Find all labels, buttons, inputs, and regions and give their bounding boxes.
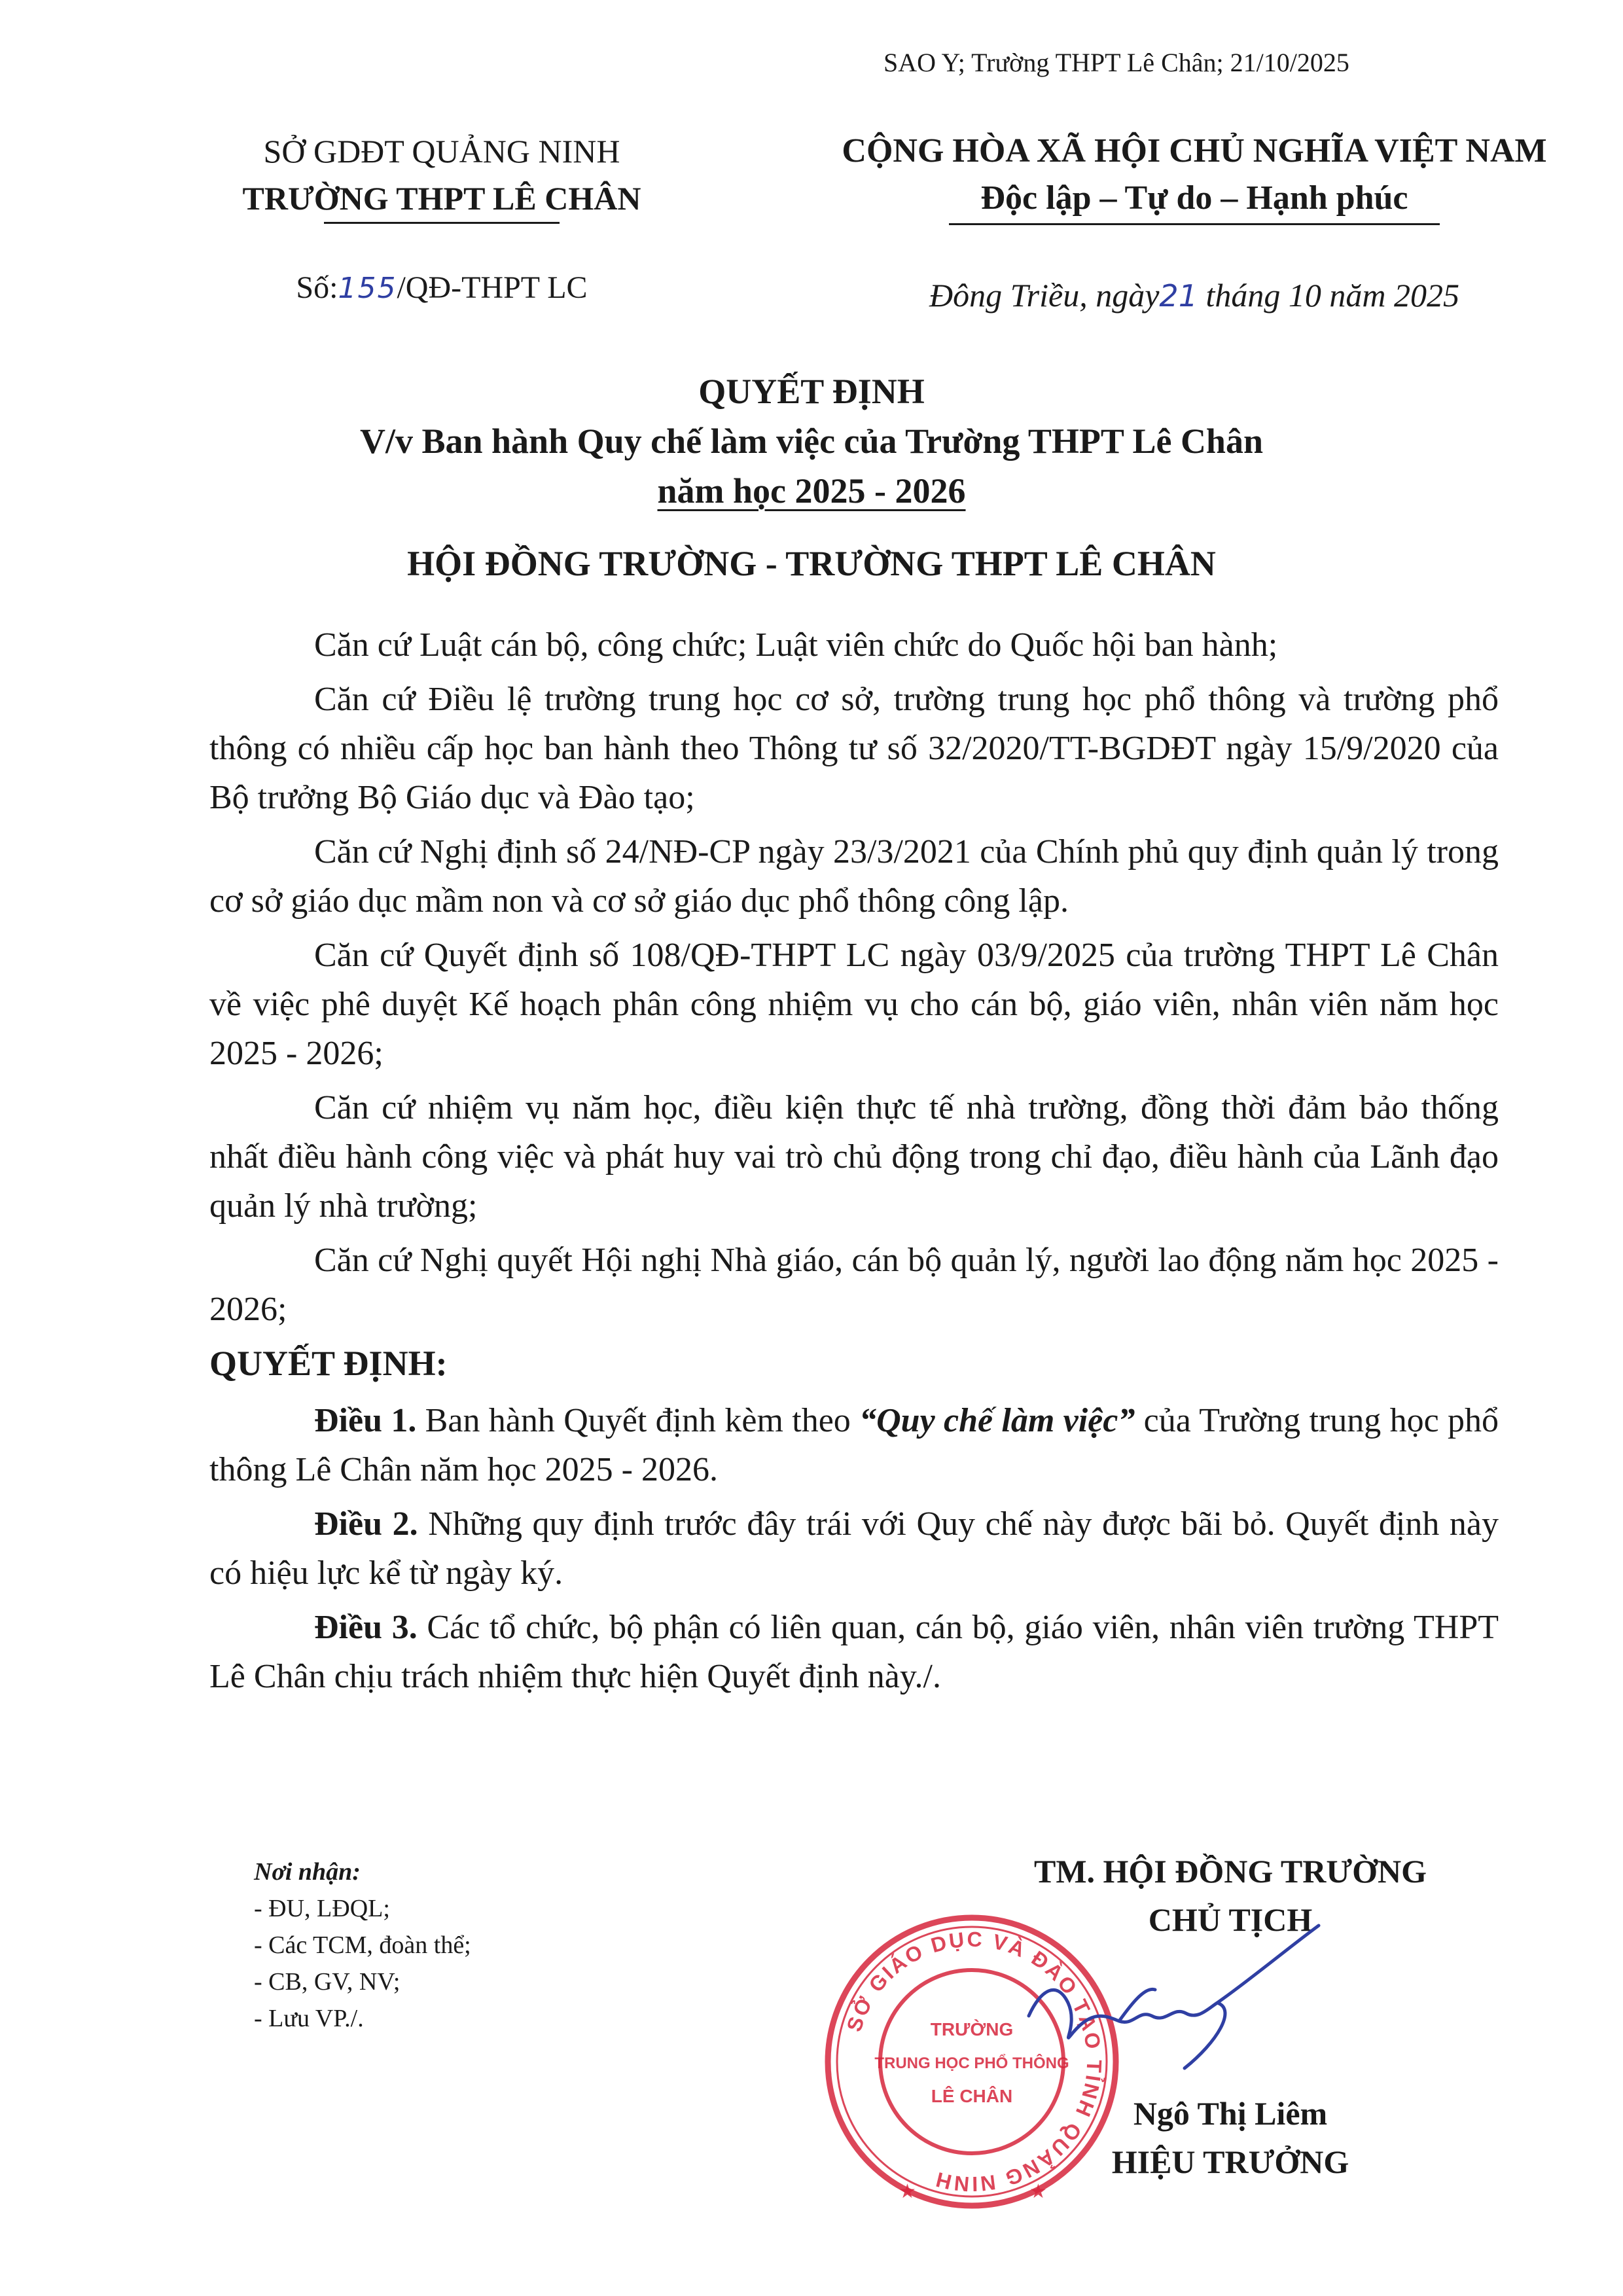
document-number-handwritten: 155 bbox=[338, 272, 397, 305]
recipients bbox=[254, 1854, 471, 2037]
issue-date bbox=[831, 276, 1558, 314]
article-1 bbox=[209, 1396, 1499, 1494]
recipient-item: - CB, GV, NV; bbox=[254, 1968, 401, 1996]
national-motto: Độc lập – Tự do – Hạnh phúc bbox=[980, 179, 1408, 217]
seal-center-line: LÊ CHÂN bbox=[931, 2086, 1013, 2106]
seal-center-line: TRƯỜNG bbox=[930, 2019, 1014, 2039]
basis-paragraph: Căn cứ Luật cán bộ, công chức; Luật viên chức do Quốc hội ban hành; bbox=[314, 626, 1278, 664]
decision-title-subject: V/v Ban hành Quy chế làm việc của Trường THPT Lê Chân bbox=[359, 422, 1264, 461]
document-number-prefix: Số: bbox=[296, 270, 338, 305]
council-title: HỘI ĐỒNG TRƯỜNG - TRƯỜNG THPT LÊ CHÂN bbox=[407, 544, 1216, 583]
article-1-text-post: của Trường trung học phổ thông Lê Chân năm học 2025 - 2026. bbox=[209, 1402, 1499, 1488]
issue-date-day-handwritten: 21 bbox=[1159, 278, 1198, 314]
recipient-item: - Các TCM, đoàn thể; bbox=[254, 1931, 471, 1959]
decision-title-heading: QUYẾT ĐỊNH bbox=[698, 372, 925, 411]
basis-paragraph: Căn cứ Điều lệ trường trung học cơ sở, trường trung học phổ thông và trường phổ thông có nhiều cấp học ban hành theo Thông tư số 32/2020/TT-BGDĐT ngày 15/9/2020 của Bộ trưởng Bộ Giáo dục và Đào tạo; bbox=[209, 681, 1499, 816]
decision-title bbox=[0, 367, 1623, 516]
article-3-label: Điều 3. bbox=[314, 1609, 418, 1646]
signature-role: CHỦ TỊCH bbox=[1148, 1901, 1313, 1938]
issue-date-prefix: Đông Triều, ngày bbox=[929, 277, 1160, 314]
header-right bbox=[831, 128, 1558, 314]
article-3-text: Các tổ chức, bộ phận có liên quan, cán bộ, giáo viên, nhân viên trường THPT Lê Chân chịu trách nhiệm thực hiện Quyết định này./. bbox=[209, 1609, 1499, 1695]
issue-date-suffix: tháng 10 năm 2025 bbox=[1197, 277, 1459, 314]
basis-paragraph: Căn cứ nhiệm vụ năm học, điều kiện thực tế nhà trường, đồng thời đảm bảo thống nhất điều hành công việc và phát huy vai trò chủ động trong chỉ đạo, điều hành của Lãnh đạo quản lý nhà trường; bbox=[209, 1089, 1499, 1225]
basis-paragraph: Căn cứ Nghị định số 24/NĐ-CP ngày 23/3/2021 của Chính phủ quy định quản lý trong cơ sở giáo dục mầm non và cơ sở giáo dục phổ thông công lập. bbox=[209, 833, 1499, 920]
seal-star-icon: ★ bbox=[899, 2180, 916, 2203]
basis-paragraph: Căn cứ Nghị quyết Hội nghị Nhà giáo, cán bộ quản lý, người lao động năm học 2025 - 2026; bbox=[209, 1242, 1499, 1328]
signer-name: Ngô Thị Liêm bbox=[1133, 2095, 1328, 2132]
document-number bbox=[183, 270, 700, 306]
article-2-text: Những quy định trước đây trái với Quy chế này được bãi bỏ. Quyết định này có hiệu lực kể từ ngày ký. bbox=[209, 1505, 1499, 1592]
document-number-suffix: /QĐ-THPT LC bbox=[397, 270, 588, 305]
school-name: TRƯỜNG THPT LÊ CHÂN bbox=[242, 180, 641, 217]
article-1-text-pre: Ban hành Quyết định kèm theo bbox=[416, 1402, 860, 1439]
decision-title-year: năm học 2025 - 2026 bbox=[657, 471, 966, 511]
school-name-underline bbox=[324, 222, 560, 224]
recipients-heading: Nơi nhận: bbox=[254, 1858, 361, 1886]
article-1-label: Điều 1. bbox=[314, 1402, 417, 1439]
article-1-quote: “Quy chế làm việc” bbox=[859, 1402, 1135, 1439]
recipient-item: - ĐU, LĐQL; bbox=[254, 1895, 390, 1922]
decision-heading: QUYẾT ĐỊNH: bbox=[209, 1344, 448, 1383]
article-2 bbox=[209, 1499, 1499, 1598]
copy-certification-note: SAO Y; Trường THPT Lê Chân; 21/10/2025 bbox=[883, 48, 1349, 77]
signature-on-behalf: TM. HỘI ĐỒNG TRƯỜNG bbox=[1033, 1853, 1427, 1890]
seal-star-icon: ★ bbox=[1029, 2180, 1047, 2203]
handwritten-signature-icon bbox=[1021, 1918, 1329, 2081]
seal-ring-text: SỞ GIÁO DỤC VÀ ĐÀO TẠO TỈNH QUẢNG NINH bbox=[842, 1927, 1107, 2197]
agency-name: SỞ GDĐT QUẢNG NINH bbox=[263, 133, 620, 170]
recipient-item: - Lưu VP./. bbox=[254, 2005, 364, 2032]
article-2-label: Điều 2. bbox=[314, 1505, 418, 1543]
article-3 bbox=[209, 1603, 1499, 1701]
header-left bbox=[183, 128, 700, 306]
motto-underline bbox=[949, 223, 1440, 225]
national-title: CỘNG HÒA XÃ HỘI CHỦ NGHĨA VIỆT NAM bbox=[842, 132, 1547, 170]
decision-body bbox=[209, 620, 1499, 1706]
signer-position: HIỆU TRƯỞNG bbox=[1111, 2144, 1349, 2180]
seal-center-line: TRUNG HỌC PHỔ THÔNG bbox=[874, 2054, 1069, 2072]
basis-paragraph: Căn cứ Quyết định số 108/QĐ-THPT LC ngày 03/9/2025 của trường THPT Lê Chân về việc phê duyệt Kế hoạch phân công nhiệm vụ cho cán bộ, giáo viên, nhân viên năm học 2025 - 2026; bbox=[209, 937, 1499, 1072]
